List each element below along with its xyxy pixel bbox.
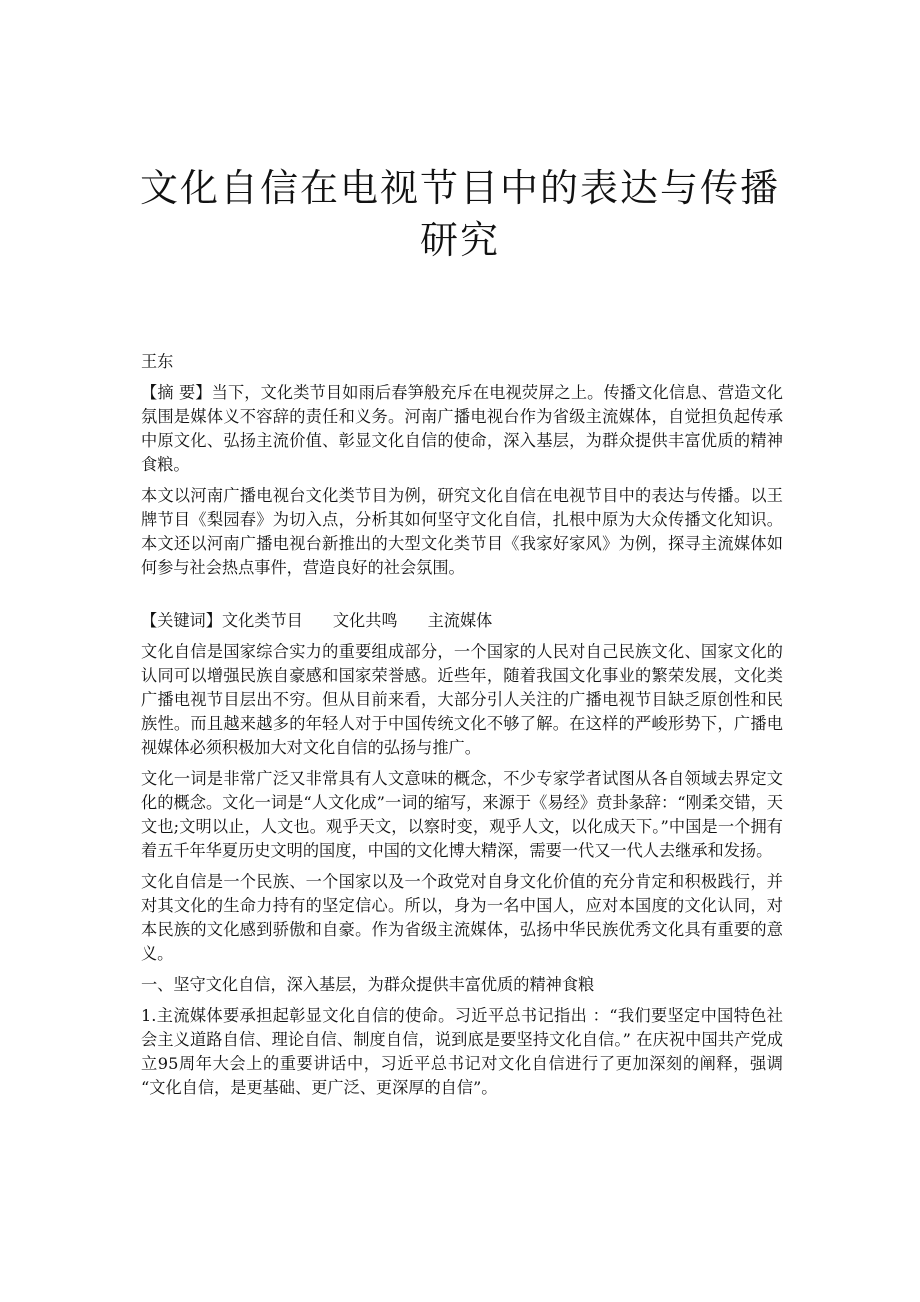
abstract-paragraph-2: 本文以河南广播电视台文化类节目为例，研究文化自信在电视节目中的表达与传播。以王牌节目《梨园春》为切入点，分析其如何坚守文化自信，扎根中原为大众传播文化知识。本文还以河南广播电视台新推出的大型文化类节目《我家好家风》为例，探寻主流媒体如何参与社会热点事件，营造良好的社会氛围。 bbox=[141, 486, 783, 577]
paper-content bbox=[141, 350, 783, 1107]
keyword-item: 主流媒体 bbox=[427, 611, 493, 630]
body-paragraph-3: 文化自信是一个民族、一个国家以及一个政党对自身文化价值的充分肯定和积极践行，并对其文化的生命力持有的坚定信心。所以，身为一名中国人，应对本国度的文化认同，对本民族的文化感到骄傲和自豪。作为省级主流媒体，弘扬中华民族优秀文化具有重要的意义。 bbox=[141, 872, 783, 963]
keyword-item: 文化共鸣 bbox=[332, 611, 398, 630]
abstract-label: 【摘 要】 bbox=[141, 383, 212, 402]
body-paragraph-2: 文化一词是非常广泛又非常具有人文意味的概念，不少专家学者试图从各自领域去界定文化的概念。文化一词是“人文化成”一词的缩写，来源于《易经》贲卦彖辞：“刚柔交错，天文也;文明以止，人文也。观乎天文，以察时变，观乎人文，以化成天下。”中国是一个拥有着五千年华夏历史文明的国度，中国的文化博大精深，需要一代又一代人去继承和发扬。 bbox=[141, 769, 783, 860]
section-heading-1: 一、坚守文化自信，深入基层，为群众提供丰富优质的精神食粮 bbox=[141, 975, 595, 994]
paper-title: 文化自信在电视节目中的表达与传播研究 bbox=[139, 166, 780, 262]
author-name: 王东 bbox=[141, 352, 174, 371]
section-spacer bbox=[141, 587, 783, 609]
abstract-text-1: 当下，文化类节目如雨后春笋般充斥在电视荧屏之上。传播文化信息、营造文化氛围是媒体义不容辞的责任和义务。河南广播电视台作为省级主流媒体，自觉担负起传承中原文化、弘扬主流价值、彰显文化自信的使命，深入基层，为群众提供丰富优质的精神食粮。 bbox=[141, 383, 783, 474]
keyword-item: 文化类节目 bbox=[221, 611, 303, 630]
abstract-paragraph-1 bbox=[141, 381, 783, 477]
body-paragraph-4: 1.主流媒体要承担起彰显文化自信的使命。习近平总书记指出 ：“我们要坚定中国特色社会主义道路自信、理论自信、制度自信，说到底是要坚持文化自信。” 在庆祝中国共产党成立95周年大会上的重要讲话中，习近平总书记对文化自信进行了更加深刻的阐释，强调 “文化自信，是更基础、更广泛、更深厚的自信”。 bbox=[141, 1006, 783, 1097]
body-paragraph-1: 文化自信是国家综合实力的重要组成部分，一个国家的人民对自己民族文化、国家文化的认同可以增强民族自豪感和国家荣誉感。近些年，随着我国文化事业的繁荣发展，文化类广播电视节目层出不穷。但从目前来看，大部分引人关注的广播电视节目缺乏原创性和民族性。而且越来越多的年轻人对于中国传统文化不够了解。在这样的严峻形势下，广播电视媒体必须积极加大对文化自信的弘扬与推广。 bbox=[141, 642, 783, 757]
keywords-line bbox=[141, 609, 783, 633]
keywords-label: 【关键词】 bbox=[141, 611, 222, 630]
